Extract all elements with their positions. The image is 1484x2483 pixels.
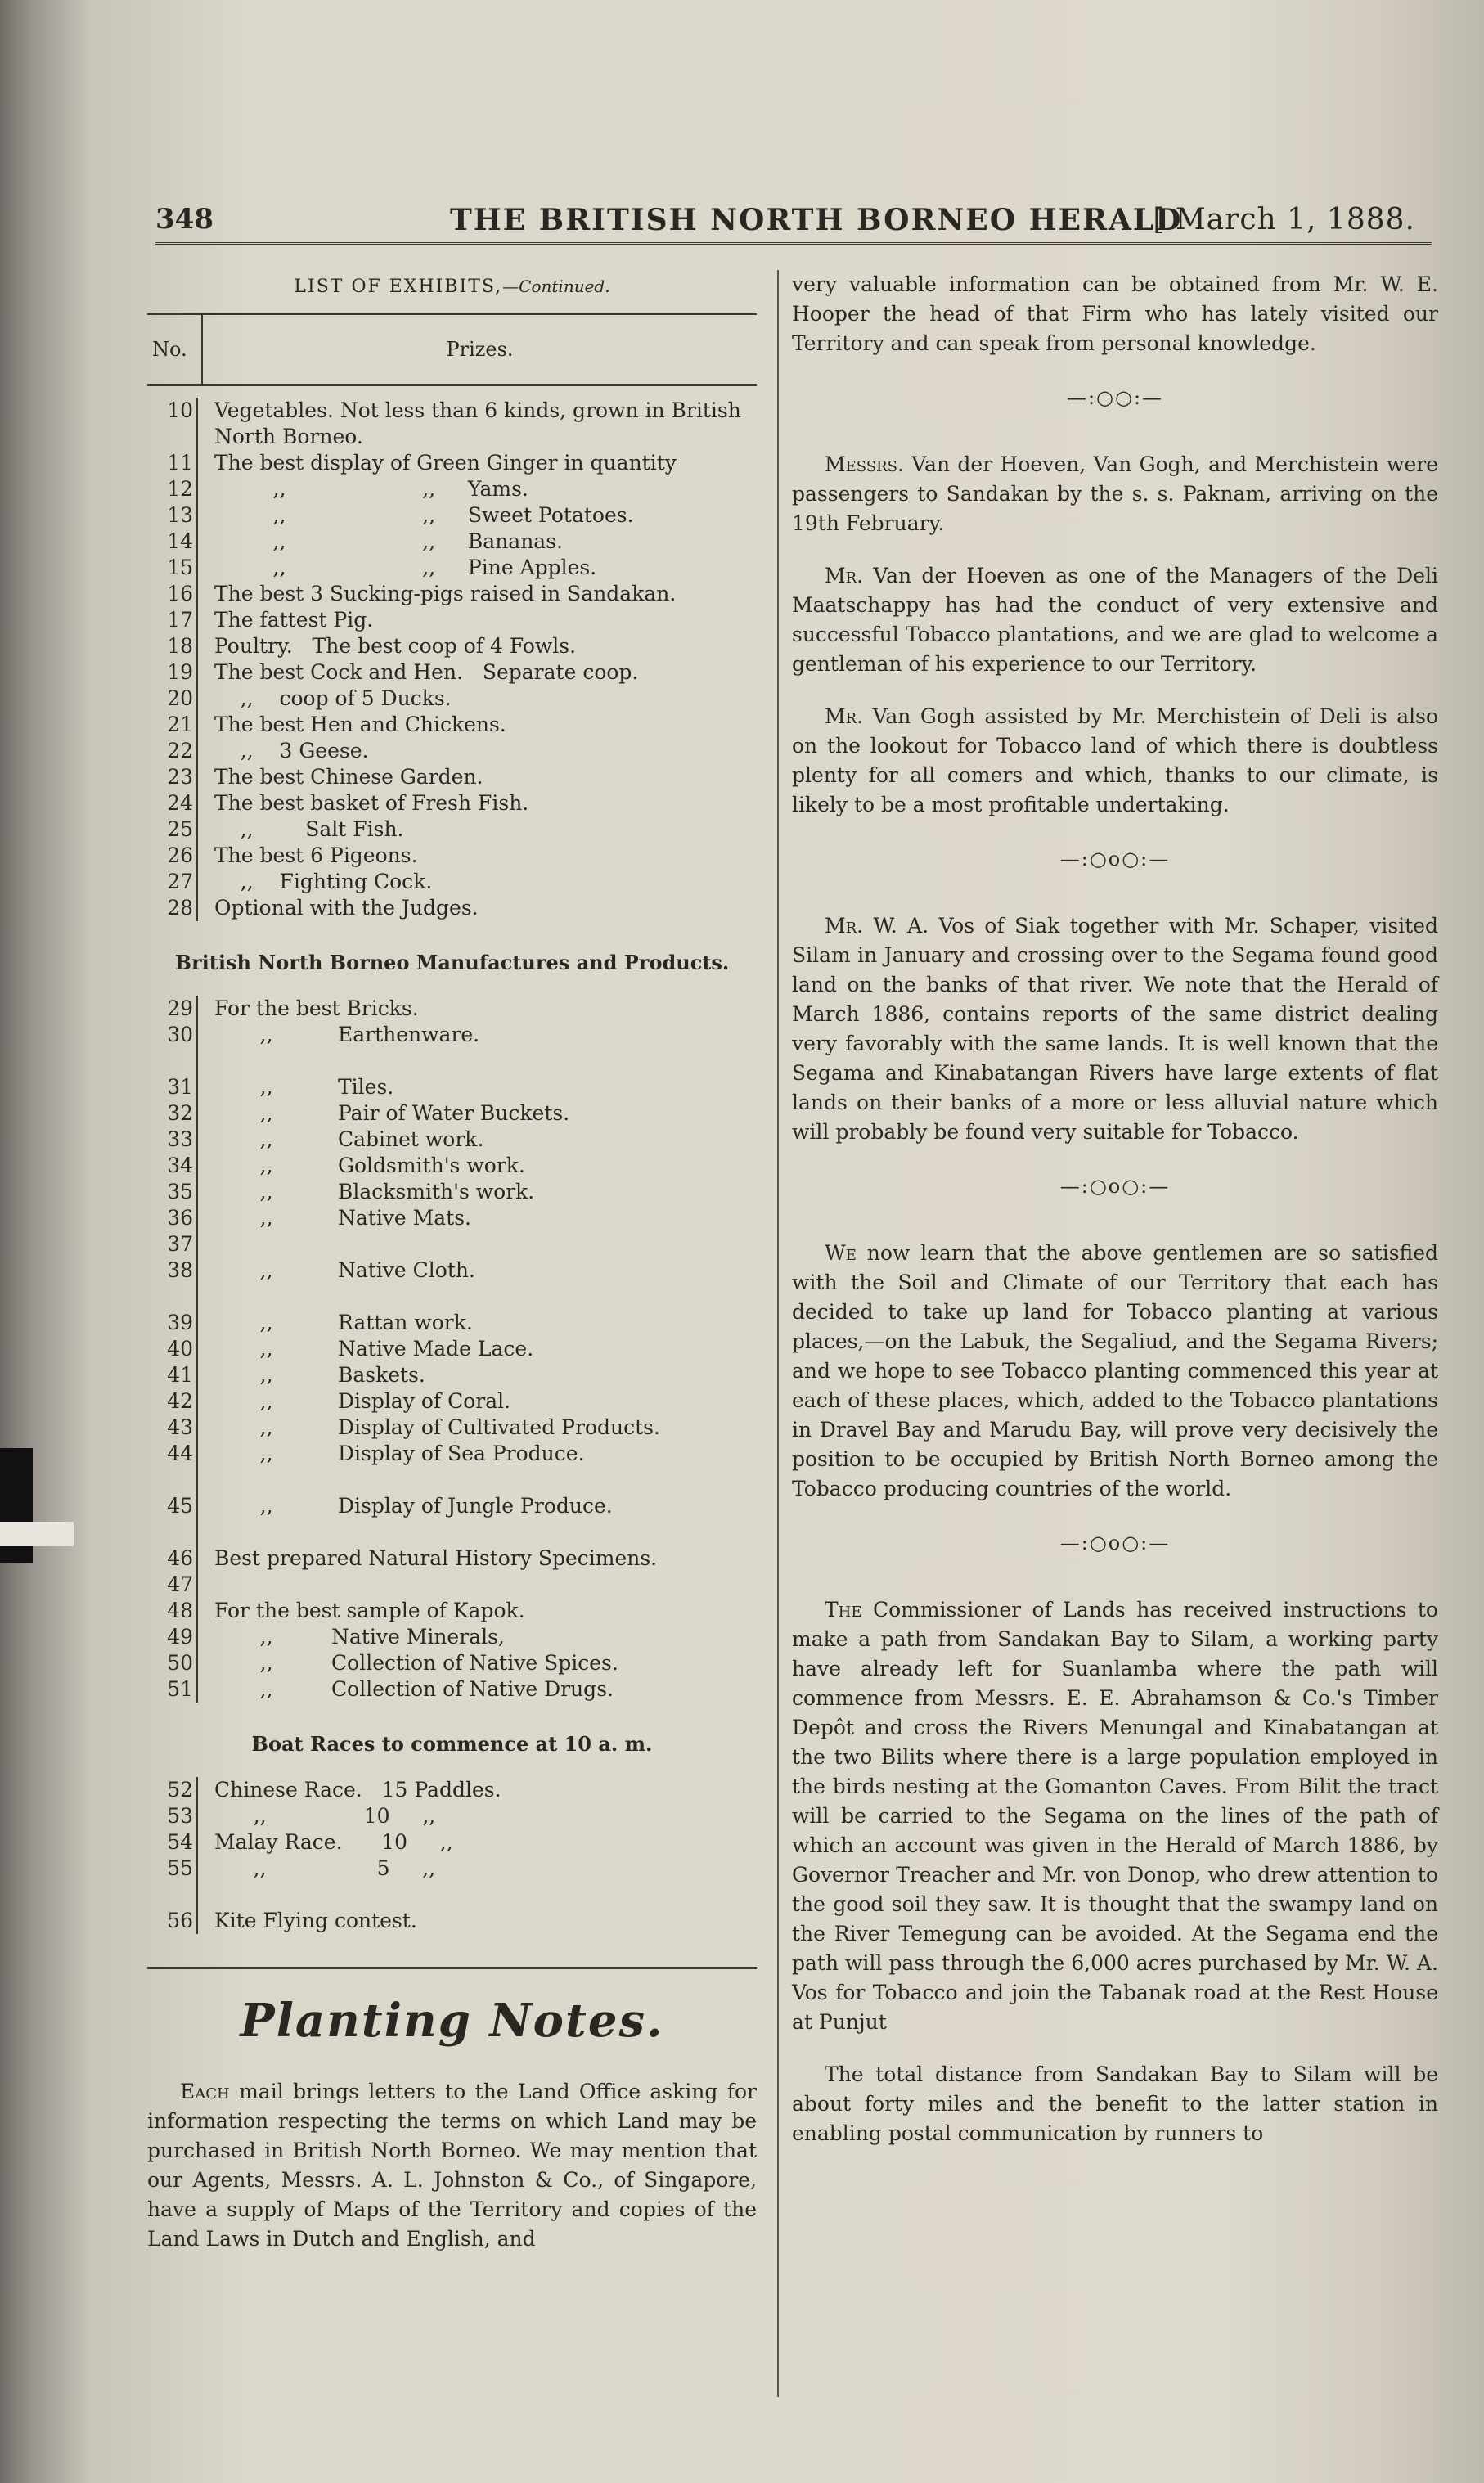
masthead: THE BRITISH NORTH BORNEO HERALD — [450, 203, 1183, 237]
item-description: Best prepared Natural History Specimens. — [214, 1546, 658, 1570]
list-item — [147, 1048, 757, 1074]
list-item — [147, 1362, 757, 1388]
item-number: 23 — [167, 765, 193, 789]
item-description: Chinese Race. 15 Paddles. — [214, 1778, 501, 1802]
item-number: 28 — [167, 896, 193, 920]
item-number: 42 — [167, 1389, 193, 1413]
column-divider — [777, 270, 779, 2397]
item-number: 49 — [167, 1625, 193, 1649]
list-item — [147, 1493, 757, 1519]
item-number: 56 — [167, 1909, 193, 1932]
list-item — [147, 764, 757, 790]
paragraph-8: The total distance from Sandakan Bay to Silam will be about forty miles and the benefit to the latter station in enabling postal communication by runners to — [792, 2062, 1438, 2145]
item-number: 52 — [167, 1778, 193, 1802]
list-item — [147, 581, 757, 607]
item-description: ,, 10 ,, — [214, 1804, 436, 1828]
item-number — [147, 1284, 205, 1310]
list-item — [147, 1803, 757, 1829]
item-description: Optional with the Judges. — [214, 896, 479, 920]
item-number: 10 — [167, 398, 193, 422]
paragraph-6: We now learn that the above gentlemen are so satisfied with the Soil and Climate of our Territory that each has decided to take up land for Tobacco planting at various places,—on the Labuk, the Segaliud, and the Segama Rivers; and we hope to see Tobacco planting commenced this year at each of these places, which, added to the Tobacco plantations in Dravel Bay and Marudu Bay, will prove very decisively the position to be occupied by British North Borneo among the Tobacco producing countries of the world. — [792, 1241, 1438, 1500]
item-number: 55 — [167, 1856, 193, 1880]
list-item — [147, 1650, 757, 1676]
item-number: 40 — [167, 1337, 193, 1361]
list-item — [147, 1467, 757, 1493]
item-description: ,, 5 ,, — [214, 1856, 436, 1880]
item-description: ,, Display of Sea Produce. — [214, 1442, 585, 1465]
item-description: ,, Display of Cultivated Products. — [214, 1415, 660, 1439]
item-number: 36 — [167, 1206, 193, 1230]
item-description: ,, coop of 5 Ducks. — [214, 686, 452, 710]
list-item — [147, 1284, 757, 1310]
item-description — [205, 1519, 757, 1545]
list-table-header — [147, 313, 757, 386]
item-description: ,, Native Made Lace. — [214, 1337, 534, 1361]
list-item — [147, 1545, 757, 1572]
item-description: The best Chinese Garden. — [214, 765, 483, 789]
item-number: 18 — [167, 634, 193, 658]
item-number: 45 — [167, 1494, 193, 1518]
paragraph-7: The Commissioner of Lands has received instructions to make a path from Sandakan Bay to Silam, a working party have already left for Suanlamba where the path will commence from Messrs. E. E. Abrahamson & Co.'s Timber Depôt and cross the Rivers Menungal and Kinabatangan at the two Bilits where there is a large population employed in the birds nesting at the Gomanton Caves. From Bilit the tract will be carried to the Segama on the lines of the path of which an account was given in the Herald of March 1886, by Governor Treacher and Mr. von Donop, who drew attention to the good soil they saw. It is thought that the swampy land on the River Temegung can be avoided. At the Segama end the path will pass through the 6,000 acres purchased by Mr. W. A. Vos for Tobacco and join the Tabanak road at the Rest House at Punjut — [792, 1598, 1438, 2034]
item-number: 31 — [167, 1075, 193, 1099]
list-item — [147, 1829, 757, 1856]
planting-notes-title: Planting Notes. — [240, 1994, 664, 2048]
item-description: ,, ,, Bananas. — [214, 529, 563, 553]
list-item — [147, 996, 757, 1022]
list-item — [147, 1100, 757, 1127]
paragraph-1: very valuable information can be obtained from Mr. W. E. Hooper the head of that Firm who has lately visited our Territory and can speak from personal knowledge. — [792, 272, 1438, 355]
binding-clip-highlight — [0, 1522, 74, 1546]
item-description: The best 6 Pigeons. — [214, 843, 418, 867]
list-item — [147, 502, 757, 529]
item-number: 38 — [167, 1258, 193, 1282]
item-number: 15 — [167, 556, 193, 579]
item-number: 51 — [167, 1677, 193, 1701]
list-item — [147, 1856, 757, 1882]
list-item — [147, 607, 757, 633]
item-number: 34 — [167, 1154, 193, 1177]
list-item — [147, 1179, 757, 1205]
item-number: 48 — [167, 1599, 193, 1622]
item-description: ,, Tiles. — [214, 1075, 394, 1099]
boat-races-heading: Boat Races to commence at 10 a. m. — [251, 1732, 653, 1756]
list-item — [147, 816, 757, 843]
item-number: 12 — [167, 477, 193, 501]
list-item — [147, 1388, 757, 1415]
list-item — [147, 1415, 757, 1441]
item-number: 20 — [167, 686, 193, 710]
list-item — [147, 1572, 757, 1598]
item-number: 54 — [167, 1830, 193, 1854]
item-description: ,, Rattan work. — [214, 1311, 473, 1334]
item-number: 13 — [167, 503, 193, 527]
item-description: Malay Race. 10 ,, — [214, 1830, 453, 1854]
item-number: 37 — [167, 1232, 193, 1256]
item-description: ,, 3 Geese. — [214, 739, 369, 762]
item-description: For the best sample of Kapok. — [214, 1599, 525, 1622]
item-number: 24 — [167, 791, 193, 815]
list-item — [147, 1153, 757, 1179]
exhibit-list-a — [147, 398, 757, 921]
item-description: For the best Bricks. — [214, 996, 419, 1020]
list-item — [147, 869, 757, 895]
item-description: The best basket of Fresh Fish. — [214, 791, 529, 815]
item-description: ,, Display of Coral. — [214, 1389, 511, 1413]
list-item — [147, 1676, 757, 1703]
list-item — [147, 1127, 757, 1153]
item-description: Kite Flying contest. — [214, 1909, 417, 1932]
item-description: ,, Salt Fish. — [214, 817, 404, 841]
item-description: ,, Blacksmith's work. — [214, 1180, 535, 1203]
item-number: 19 — [167, 660, 193, 684]
item-description — [205, 1284, 757, 1310]
list-item — [147, 659, 757, 686]
item-description: The best display of Green Ginger in quantity — [214, 451, 677, 475]
list-item — [147, 529, 757, 555]
item-description: Poultry. The best coop of 4 Fowls. — [214, 634, 577, 658]
list-item — [147, 1310, 757, 1336]
ornament-divider: —:○○:— — [1066, 386, 1164, 409]
item-number: 44 — [167, 1442, 193, 1465]
list-item — [147, 555, 757, 581]
item-number: 41 — [167, 1363, 193, 1387]
list-item — [147, 1908, 757, 1934]
item-description — [205, 1048, 757, 1074]
item-description: The best 3 Sucking-pigs raised in Sandakan. — [214, 582, 677, 605]
item-description: The best Cock and Hen. Separate coop. — [214, 660, 639, 684]
list-item — [147, 790, 757, 816]
list-item — [147, 1598, 757, 1624]
item-number — [147, 1048, 205, 1074]
right-column — [792, 270, 1438, 2171]
list-item — [147, 1205, 757, 1231]
list-item — [147, 633, 757, 659]
item-number: 17 — [167, 608, 193, 632]
item-number: 16 — [167, 582, 193, 605]
list-item — [147, 450, 757, 476]
item-number: 53 — [167, 1804, 193, 1828]
list-item — [147, 1519, 757, 1545]
item-number — [147, 1882, 205, 1908]
item-number: 46 — [167, 1546, 193, 1570]
item-number: 27 — [167, 870, 193, 893]
item-number: 47 — [167, 1572, 193, 1596]
ornament-divider-2: —:○o○:— — [1059, 848, 1171, 870]
item-description: ,, Cabinet work. — [214, 1127, 484, 1151]
issue-date: [ March 1, 1888. — [1153, 203, 1415, 236]
item-number — [147, 1467, 205, 1493]
item-description: ,, Goldsmith's work. — [214, 1154, 525, 1177]
item-number: 33 — [167, 1127, 193, 1151]
item-description — [205, 1231, 757, 1257]
item-description: ,, Native Minerals, — [214, 1625, 505, 1649]
item-description: Vegetables. Not less than 6 kinds, grown in British North Borneo. — [214, 398, 741, 448]
col-no-header: No. — [147, 315, 203, 384]
list-item — [147, 1022, 757, 1048]
item-description: The fattest Pig. — [214, 608, 374, 632]
item-description — [205, 1882, 757, 1908]
item-description: ,, ,, Sweet Potatoes. — [214, 503, 634, 527]
item-description: ,, Display of Jungle Produce. — [214, 1494, 613, 1518]
section-rule — [147, 1967, 757, 1969]
item-number: 32 — [167, 1101, 193, 1125]
list-item — [147, 1624, 757, 1650]
item-description: ,, ,, Yams. — [214, 477, 528, 501]
list-item — [147, 895, 757, 921]
list-item — [147, 398, 757, 450]
item-description: ,, Collection of Native Spices. — [214, 1651, 618, 1675]
item-description — [205, 1572, 757, 1598]
item-number: 39 — [167, 1311, 193, 1334]
item-description: ,, ,, Pine Apples. — [214, 556, 597, 579]
col-prizes-header: Prizes. — [446, 338, 514, 361]
paragraph-5: Mr. W. A. Vos of Siak together with Mr. Schaper, visited Silam in January and crossing over to the Segama found good land on the banks of that river. We note that the Herald of March 1886, contains reports of the same district dealing very favorably with the same lands. It is well known that the Segama and Kinabatangan Rivers have large extents of flat lands on their banks of a more or less alluvial nature which will probably be found very suitable for Tobacco. — [792, 914, 1438, 1144]
list-item — [147, 843, 757, 869]
left-column — [147, 270, 757, 2277]
item-number: 21 — [167, 713, 193, 736]
item-description: ,, Earthenware. — [214, 1023, 480, 1046]
planting-intro-paragraph: Each mail brings letters to the Land Office asking for information respecting the terms on which Land may be purchased in British North Borneo. We may mention that our Agents, Messrs. A. L. Johnston & Co., of Singapore, have a supply of Maps of the Territory and copies of the Land Laws in Dutch and English, and — [147, 2080, 757, 2251]
item-number: 43 — [167, 1415, 193, 1439]
manufactures-heading: British North Borneo Manufactures and Products. — [174, 951, 730, 974]
list-item — [147, 1777, 757, 1803]
item-number — [147, 1519, 205, 1545]
item-description: ,, Native Cloth. — [214, 1258, 475, 1282]
paragraph-4: Mr. Van Gogh assisted by Mr. Merchistein of Deli is also on the lookout for Tobacco land of which there is doubtless plenty for all comers and which, thanks to our climate, is likely to be a most profitable undertaking. — [792, 704, 1438, 816]
list-item — [147, 1074, 757, 1100]
item-description: ,, Pair of Water Buckets. — [214, 1101, 570, 1125]
item-number: 14 — [167, 529, 193, 553]
item-number: 50 — [167, 1651, 193, 1675]
item-number: 22 — [167, 739, 193, 762]
list-title: LIST OF EXHIBITS,—Continued. — [294, 277, 610, 297]
item-description: ,, Native Mats. — [214, 1206, 472, 1230]
paragraph-3: Mr. Van der Hoeven as one of the Managers of the Deli Maatschappy has had the conduct of very extensive and successful Tobacco plantations, and we are glad to welcome a gentleman of his experience to our Territory. — [792, 564, 1438, 676]
item-description: ,, Baskets. — [214, 1363, 425, 1387]
list-item — [147, 1441, 757, 1467]
exhibit-list-c — [147, 1777, 757, 1934]
page-number: 348 — [155, 203, 214, 236]
list-item — [147, 476, 757, 502]
list-item — [147, 1882, 757, 1908]
item-number: 35 — [167, 1180, 193, 1203]
item-number: 25 — [167, 817, 193, 841]
exhibit-list-b — [147, 996, 757, 1703]
paragraph-2: Messrs. Van der Hoeven, Van Gogh, and Merchistein were passengers to Sandakan by the s. s. Paknam, arriving on the 19th February. — [792, 452, 1438, 535]
list-item — [147, 686, 757, 712]
item-description: The best Hen and Chickens. — [214, 713, 506, 736]
page-header — [155, 196, 1432, 245]
item-description: ,, Fighting Cock. — [214, 870, 433, 893]
list-item — [147, 712, 757, 738]
item-number: 30 — [167, 1023, 193, 1046]
item-number: 11 — [167, 451, 193, 475]
list-item — [147, 1231, 757, 1257]
ornament-divider-4: —:○o○:— — [1059, 1532, 1171, 1554]
list-item — [147, 1257, 757, 1284]
list-item — [147, 1336, 757, 1362]
item-number: 26 — [167, 843, 193, 867]
item-description — [205, 1467, 757, 1493]
item-description: ,, Collection of Native Drugs. — [214, 1677, 614, 1701]
list-item — [147, 738, 757, 764]
ornament-divider-3: —:○o○:— — [1059, 1175, 1171, 1198]
item-number: 29 — [167, 996, 193, 1020]
